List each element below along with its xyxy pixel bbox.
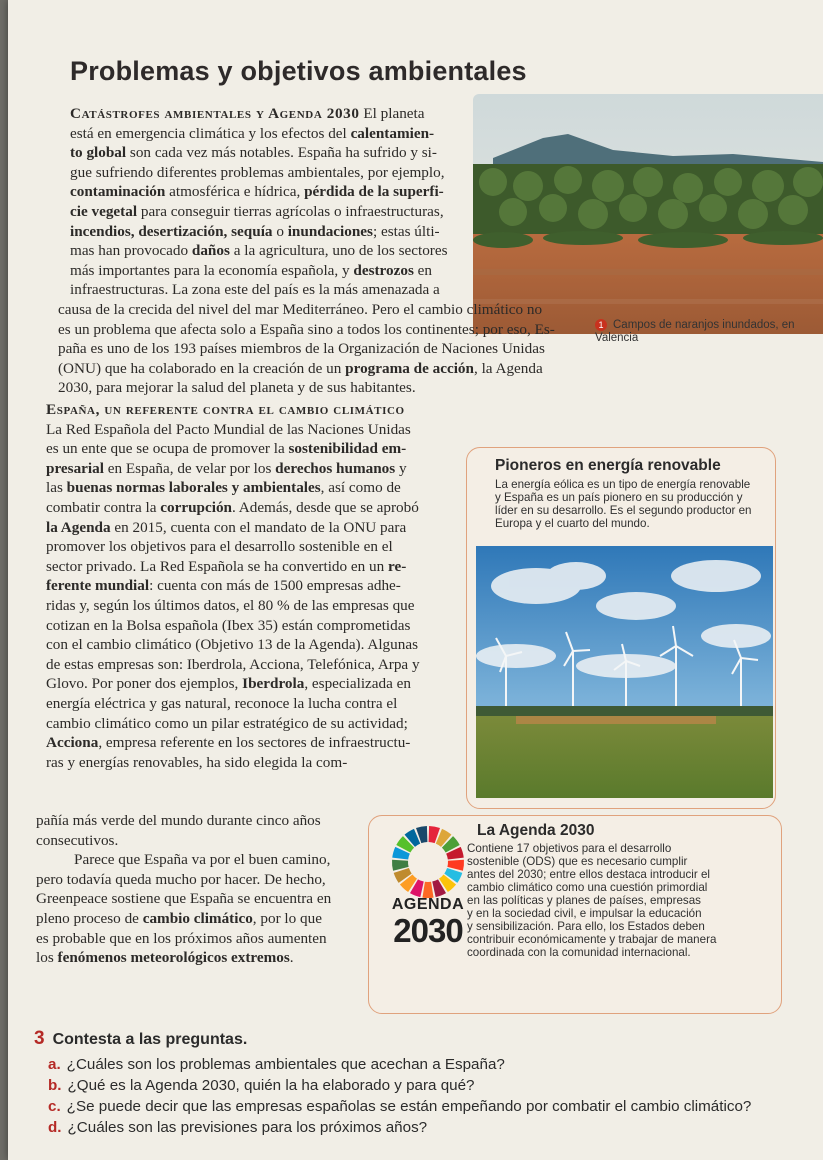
questions-header (34, 1028, 247, 1050)
photo-caption (595, 319, 795, 345)
caption-number-badge: 1 (595, 319, 607, 331)
agenda-logo-word: AGENDA (391, 896, 465, 913)
wind-farm-photo (476, 546, 773, 798)
question-item: c. ¿Se puede decir que las empresas españolas se están empeñando por combatir el cambio climático? (48, 1098, 752, 1115)
section-2-lower: pañía más verde del mundo durante cinco años consecutivos. Parece que España va por el buen camino, pero todavía queda mucho por hacer. De hecho, Greenpeace sostiene que España se encuentra en pleno proceso de cambio climático, por lo que es probable que en los próximos años aumenten los fenómenos meteorológicos extremos. (36, 812, 332, 967)
questions-title: Contesta a las preguntas. (52, 1031, 248, 1048)
section-1-upper: Catástrofes ambientales y Agenda 2030 El planeta está en emergencia climática y los efectos del calentamien- to global son cada vez más notables. España ha sufrido y si- gue sufriendo diferentes problemas ambientales, por ejemplo, contaminación atmosférica e hídrica, pérdida de la superfi- cie vegetal para conseguir tierras agrícolas o infraestructuras, incendios, desertización, sequía o inundaciones; estas últi- mas han provocado daños a la agricultura, uno de los sectores más importantes para la economía española, y destrozos en infraestructuras. La zona este del país es la más amenazada a (70, 105, 448, 299)
question-item: a. ¿Cuáles son los problemas ambientales que acechan a España? (48, 1056, 505, 1073)
agenda-title: La Agenda 2030 (477, 822, 595, 839)
activity-number: 3 (34, 1028, 45, 1049)
question-item: b. ¿Qué es la Agenda 2030, quién la ha elaborado y para qué? (48, 1077, 475, 1094)
section-2-upper: España, un referente contra el cambio climático La Red Española del Pacto Mundial de las Naciones Unidas es un ente que se ocupa de promover la sostenibilidad em- presarial en España, de velar por los derechos humanos y las buenas normas laborales y ambientales, así como de combatir contra la corrupción. Además, desde que se aprobó la Agenda en 2015, cuenta con el mandato de la ONU para promover los objetivos para el desarrollo sostenible en el sector privado. La Red Española se ha convertido en un re- ferente mundial: cuenta con más de 1500 empresas adhe- ridas y, según los últimos datos, el 80 % de las empresas que cotizan en la Bolsa española (Ibex 35) están comprometidas con el cambio climático (Objetivo 13 de la Agenda). Algunas de estas empresas son: Iberdrola, Acciona, Telefónica, Arpa y Glovo. Por poner dos ejemplos, Iberdrola, especializada en energía eléctrica y gas natural, reconoce la lucha contra el cambio climático como un pilar estratégico de su actividad; Acciona, empresa referente en los sectores de infraestructu- ras y energías renovables, ha sido elegida la com- (46, 401, 420, 771)
flooded-fields-photo (473, 94, 823, 334)
caption-text: Campos de naranjos inundados, en Valencia (595, 319, 795, 345)
section-1-heading: Catástrofes ambientales y Agenda 2030 (70, 105, 360, 122)
section-1-lower: causa de la crecida del nivel del mar Mediterráneo. Pero el cambio climático no es un problema que afecta solo a España sino a todos los continentes; por eso, Es- paña es uno de los 193 países miembros de la Organización de Naciones Unidas (ONU) que ha colaborado en la creación de un programa de acción, la Agenda 2030, para mejorar la salud del planeta y de sus habitantes. (58, 301, 555, 397)
agenda-text: Contiene 17 objetivos para el desarrollo sostenible (ODS) que es necesario cumplir antes del 2030; entre ellos destaca introducir el cambio climático como una cuestión primordial en las políticas y planes de países, empresas y en la sociedad civil, e impulsar la educación y sensibilización. Para ello, los Estados deben contribuir económicamente y trabajar de manera coordinada con la comunidad internacional. (467, 842, 717, 959)
pioneros-text: La energía eólica es un tipo de energía renovable y España es un país pionero en su producción y líder en su desarrollo. Es el segundo productor en Europa y el cuarto del mundo. (495, 478, 752, 530)
agenda-wheel-icon (378, 820, 478, 900)
page-title: Problemas y objetivos ambientales (70, 56, 527, 86)
pioneros-title: Pioneros en energía renovable (495, 457, 721, 474)
section-2-heading: España, un referente contra el cambio climático (46, 401, 405, 418)
questions-list (48, 1054, 823, 1138)
question-item: d. ¿Cuáles son las previsiones para los próximos años? (48, 1119, 428, 1136)
textbook-page (8, 0, 823, 1160)
agenda-logo-year: 2030 (393, 912, 463, 949)
agenda-2030-logo (378, 820, 478, 970)
